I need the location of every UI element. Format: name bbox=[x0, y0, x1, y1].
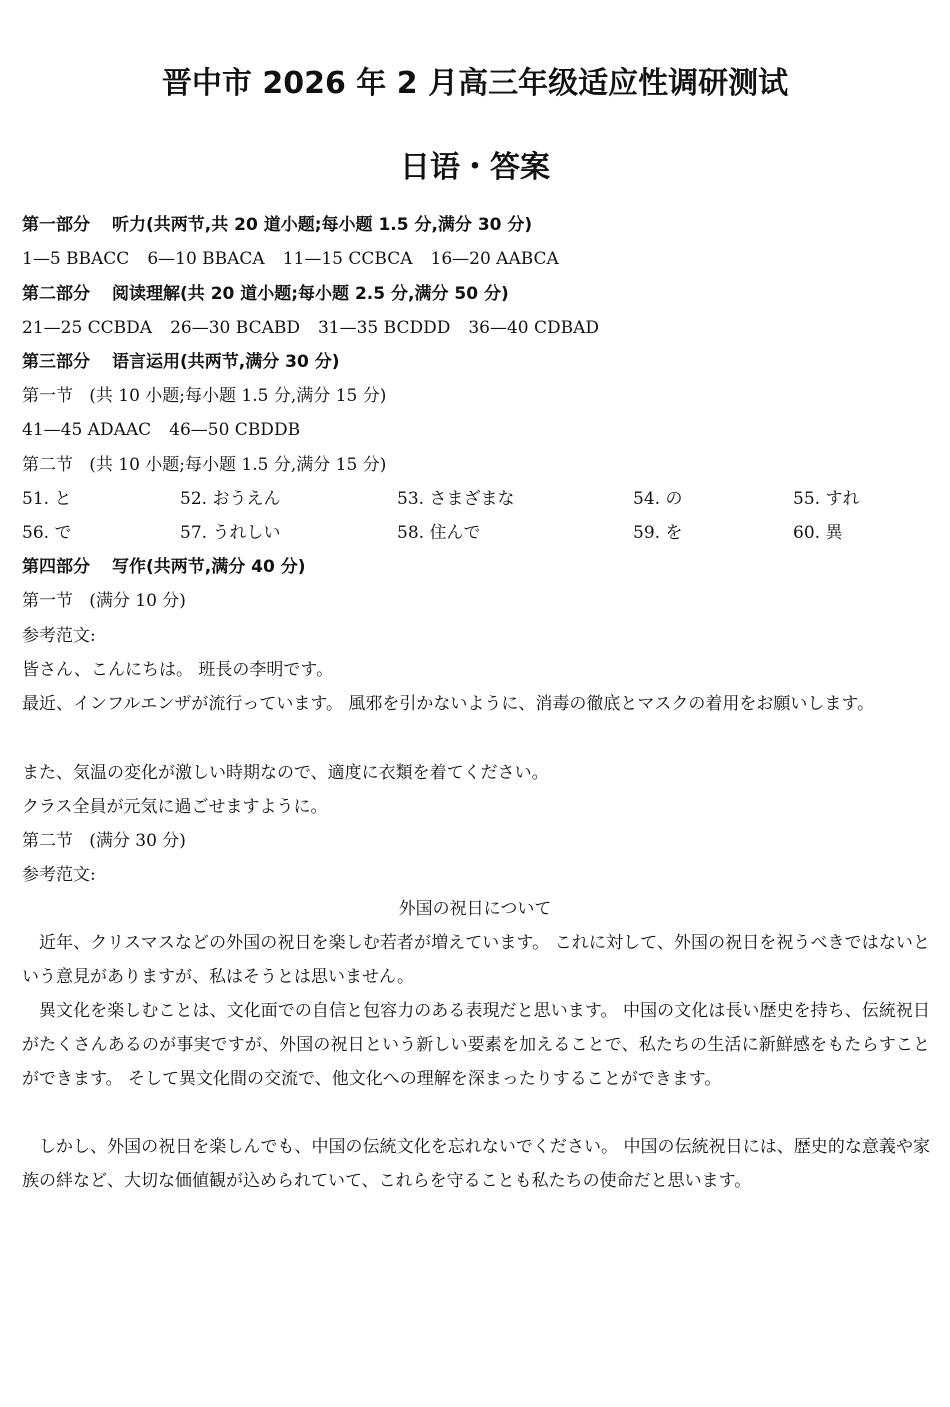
fill-answer-54: 54. の bbox=[633, 489, 683, 509]
part1-answers bbox=[22, 248, 932, 270]
part3-section2-line bbox=[22, 454, 932, 476]
fill-answer-58: 58. 住んで bbox=[397, 523, 481, 543]
sample-letter-line: クラス全員が元気に過ごせますように。 bbox=[22, 797, 328, 817]
sample-letter-line: 皆さん、こんにちは。 班長の李明です。 bbox=[22, 660, 334, 680]
page-subtitle: 日语・答案 bbox=[400, 150, 550, 185]
part4-section1-line bbox=[22, 590, 932, 612]
part1-desc: 听力(共两节,共 20 道小题;每小题 1.5 分,满分 30 分) bbox=[112, 215, 533, 235]
page-title: 晋中市 2026 年 2 月高三年级适应性调研测试 bbox=[161, 66, 789, 101]
essay-paragraph: しかし、外国の祝日を楽しんでも、中国の伝統文化を忘れないでください。 中国の伝統祝日には、歴史的な意義や家族の絆など、大切な価値観が込められていて、これらを守ることも私たちの使命だと思います。 bbox=[22, 1137, 930, 1191]
fill-answer-55: 55. すれ bbox=[793, 489, 860, 509]
part3-heading-line bbox=[22, 351, 932, 373]
part4-section2-line bbox=[22, 830, 932, 852]
essay-title: 外国の祝日について bbox=[398, 899, 552, 919]
fill-answer-52: 52. おうえん bbox=[180, 489, 281, 509]
answer-group: 26—30 BCABD bbox=[170, 318, 300, 338]
part3-heading: 第三部分 bbox=[22, 352, 90, 372]
sample-letter-line: また、気温の変化が激しい時期なので、適度に衣類を着てください。 bbox=[22, 763, 549, 783]
part3-section2-label: 第二节 bbox=[22, 455, 73, 475]
answer-group: 11—15 CCBCA bbox=[282, 249, 413, 269]
part2-desc: 阅读理解(共 20 道小题;每小题 2.5 分,满分 50 分) bbox=[112, 284, 509, 304]
part2-heading: 第二部分 bbox=[22, 284, 90, 304]
part3-section2-desc: (共 10 小题;每小题 1.5 分,满分 15 分) bbox=[89, 455, 387, 475]
answer-group: 16—20 AABCA bbox=[430, 249, 559, 269]
part4-section1-ref-label: 参考范文: bbox=[22, 626, 96, 646]
part4-section1-desc: (满分 10 分) bbox=[89, 591, 186, 611]
answer-group: 31—35 BCDDD bbox=[317, 318, 451, 338]
part4-section2-label: 第二节 bbox=[22, 831, 73, 851]
part3-section1-desc: (共 10 小题;每小题 1.5 分,满分 15 分) bbox=[89, 386, 387, 406]
part4-desc: 写作(共两节,满分 40 分) bbox=[112, 557, 306, 577]
fill-answer-51: 51. と bbox=[22, 489, 72, 509]
part3-desc: 语言运用(共两节,满分 30 分) bbox=[112, 352, 340, 372]
part3-section1-label: 第一节 bbox=[22, 386, 73, 406]
answer-group: 21—25 CCBDA bbox=[22, 318, 153, 338]
part2-answers bbox=[22, 317, 932, 339]
part2-heading-line bbox=[22, 283, 932, 305]
fill-answer-57: 57. うれしい bbox=[180, 523, 281, 543]
fill-answer-56: 56. で bbox=[22, 523, 72, 543]
fill-answer-60: 60. 異 bbox=[793, 523, 843, 543]
fill-answer-59: 59. を bbox=[633, 523, 683, 543]
answer-group: 46—50 CBDDB bbox=[169, 420, 301, 440]
part3-section1-answers bbox=[22, 419, 932, 441]
essay-paragraph: 近年、クリスマスなどの外国の祝日を楽しむ若者が増えています。 これに対して、外国の祝日を祝うべきではないという意見がありますが、私はそうとは思いません。 bbox=[22, 933, 930, 987]
part4-heading-line bbox=[22, 556, 932, 578]
essay-paragraph: 異文化を楽しむことは、文化面での自信と包容力のある表現だと思います。 中国の文化は長い歴史を持ち、伝統祝日がたくさんあるのが事実ですが、外国の祝日という新しい要素を加えることで、私たちの生活に新鮮感をもたらすことができます。 そして異文化間の交流で、他文化への理解を深まったりすることができます。 bbox=[22, 1001, 930, 1089]
part4-section1-label: 第一节 bbox=[22, 591, 73, 611]
fill-answer-53: 53. さまざまな bbox=[397, 489, 515, 509]
part4-section2-desc: (满分 30 分) bbox=[89, 831, 186, 851]
part4-section2-ref-label: 参考范文: bbox=[22, 865, 96, 885]
part1-heading-line bbox=[22, 214, 932, 236]
part3-section1-line bbox=[22, 385, 932, 407]
answer-group: 6—10 BBACA bbox=[147, 249, 265, 269]
answer-group: 1—5 BBACC bbox=[22, 249, 130, 269]
answer-group: 36—40 CDBAD bbox=[468, 318, 600, 338]
answer-group: 41—45 ADAAC bbox=[22, 420, 152, 440]
sample-letter-line: 最近、インフルエンザが流行っています。 風邪を引かないように、消毒の徹底とマスクの着用をお願いします。 bbox=[22, 694, 875, 714]
part4-heading: 第四部分 bbox=[22, 557, 90, 577]
part1-heading: 第一部分 bbox=[22, 215, 90, 235]
